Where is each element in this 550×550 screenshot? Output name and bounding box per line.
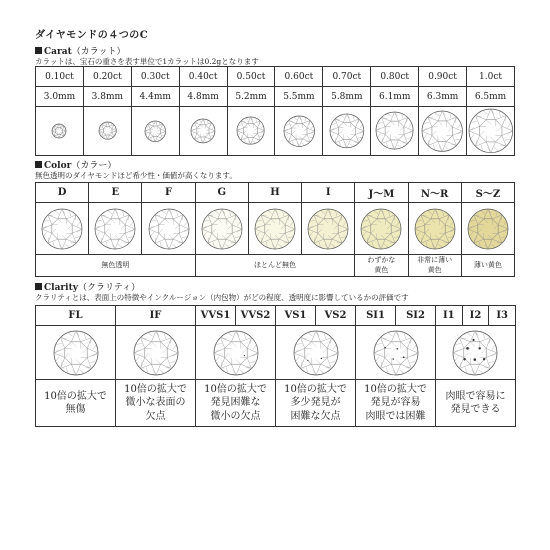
clarity-grade-cell: I3 — [489, 306, 516, 326]
carat-diameter-cell: 5.2mm — [227, 87, 275, 107]
clarity-grade-cell: VS1 — [276, 306, 316, 326]
color-diagram-cell — [408, 203, 461, 255]
clarity-caption: 10倍の拡大で 微小な表面の 欠点 — [116, 380, 196, 427]
color-diagram-cell — [142, 203, 195, 255]
diamond-diagram-icon — [372, 329, 420, 377]
square-bullet-icon — [35, 47, 42, 54]
diamond-diagram-icon — [52, 329, 100, 377]
clarity-grade-cell: SI2 — [396, 306, 436, 326]
clarity-grade-cell: FL — [36, 306, 116, 326]
clarity-diagram-row — [36, 326, 516, 380]
clarity-grade-cell: IF — [116, 306, 196, 326]
carat-weight-cell: 0.20ct — [83, 67, 131, 87]
color-diagram-cell — [36, 203, 89, 255]
diamond-diagram-icon — [212, 329, 260, 377]
color-grade-cell: F — [142, 183, 195, 203]
color-diagram-row — [36, 203, 515, 255]
diamond-diagram-icon — [93, 207, 137, 251]
carat-diagram-cell — [83, 107, 131, 156]
color-grade-cell: J～M — [355, 183, 408, 203]
carat-diagram-cell — [227, 107, 275, 156]
carat-diameter-cell: 4.8mm — [179, 87, 227, 107]
carat-weight-cell: 0.30ct — [131, 67, 179, 87]
color-grade-cell: D — [36, 183, 89, 203]
color-diagram-cell — [195, 203, 248, 255]
diamond-diagram-icon — [420, 109, 464, 153]
carat-diameter-cell: 4.4mm — [131, 87, 179, 107]
diamond-diagram-icon — [413, 207, 457, 251]
carat-diameter-cell: 6.1mm — [371, 87, 419, 107]
diamond-diagram-icon — [143, 119, 168, 144]
diamond-diagram-icon — [328, 112, 366, 150]
diamond-diagram-icon — [253, 207, 297, 251]
clarity-grade-cell: I2 — [462, 306, 489, 326]
color-diagram-cell — [355, 203, 408, 255]
carat-description: カラットは、宝石の重さを表す単位で1カラットは0.2gとなります — [35, 57, 259, 66]
diamond-diagram-icon — [466, 207, 510, 251]
clarity-diagram-cell — [356, 326, 436, 380]
clarity-grade-cell: VS2 — [316, 306, 356, 326]
square-bullet-icon — [35, 283, 42, 290]
color-caption: 薄い黄色 — [461, 255, 514, 277]
carat-diameter-cell: 3.0mm — [36, 87, 84, 107]
clarity-table — [35, 305, 516, 427]
clarity-grade-row — [36, 306, 516, 326]
carat-weight-row — [36, 67, 515, 87]
color-caption: 非常に薄い 黄色 — [408, 255, 461, 277]
clarity-grade-cell: VVS1 — [196, 306, 236, 326]
carat-weight-cell: 0.70ct — [323, 67, 371, 87]
diamond-diagram-icon — [147, 207, 191, 251]
color-description: 無色透明のダイヤモンドほど希少性・価値が高くなります。 — [35, 171, 237, 180]
clarity-heading: Clarity（クラリティ） — [35, 280, 140, 293]
diamond-diagram-icon — [467, 107, 515, 155]
clarity-grade-cell: I1 — [436, 306, 463, 326]
color-caption: ほとんど無色 — [195, 255, 355, 277]
color-grade-cell: H — [248, 183, 301, 203]
diamond-diagram-icon — [40, 207, 84, 251]
carat-diagram-cell — [36, 107, 84, 156]
carat-diagram-cell — [323, 107, 371, 156]
carat-diameter-cell: 3.8mm — [83, 87, 131, 107]
carat-weight-cell: 0.10ct — [36, 67, 84, 87]
diamond-diagram-icon — [189, 117, 217, 145]
color-diagram-cell — [461, 203, 514, 255]
color-grade-cell: S～Z — [461, 183, 514, 203]
carat-weight-cell: 0.50ct — [227, 67, 275, 87]
color-table — [35, 182, 515, 277]
clarity-diagram-cell — [436, 326, 516, 380]
carat-weight-cell: 0.80ct — [371, 67, 419, 87]
clarity-caption: 10倍の拡大で 発見困難な 微小の欠点 — [196, 380, 276, 427]
carat-diagram-cell — [179, 107, 227, 156]
color-grade-cell: G — [195, 183, 248, 203]
clarity-caption-row — [36, 380, 516, 427]
diamond-diagram-icon — [97, 120, 118, 141]
color-diagram-cell — [89, 203, 142, 255]
diamond-diagram-icon — [235, 115, 266, 146]
carat-weight-cell: 0.90ct — [419, 67, 467, 87]
clarity-diagram-cell — [196, 326, 276, 380]
clarity-caption: 10倍の拡大で 多少発見が 困難な欠点 — [276, 380, 356, 427]
color-caption: 無色透明 — [36, 255, 196, 277]
page-title: ダイヤモンドの４つのC — [35, 30, 149, 41]
diamond-diagram-icon — [451, 329, 499, 377]
carat-table — [35, 66, 515, 156]
color-grade-cell: E — [89, 183, 142, 203]
clarity-description: クラリティとは、表面上の特徴やインクルージョン（内包物）がどの程度、透明度に影響しているかの評価です — [35, 293, 409, 302]
carat-diagram-cell — [131, 107, 179, 156]
diamond-diagram-icon — [292, 329, 340, 377]
color-grade-cell: N～R — [408, 183, 461, 203]
carat-diagram-row — [36, 107, 515, 156]
carat-diagram-cell — [467, 107, 515, 156]
carat-weight-cell: 1.0ct — [467, 67, 515, 87]
diamond-diagram-icon — [50, 122, 68, 140]
clarity-grade-cell: VVS2 — [236, 306, 276, 326]
color-caption-row — [36, 255, 515, 277]
carat-weight-cell: 0.40ct — [179, 67, 227, 87]
square-bullet-icon — [35, 161, 42, 168]
carat-heading: Carat（カラット） — [35, 44, 126, 57]
diamond-diagram-icon — [374, 110, 415, 151]
diamond-diagram-icon — [306, 207, 350, 251]
carat-diameter-cell: 6.5mm — [467, 87, 515, 107]
color-heading: Color（カラー） — [35, 158, 116, 171]
carat-diameter-cell: 5.5mm — [275, 87, 323, 107]
diamond-diagram-icon — [282, 114, 317, 149]
clarity-caption: 肉眼で容易に 発見できる — [436, 380, 516, 427]
clarity-grade-cell: SI1 — [356, 306, 396, 326]
clarity-diagram-cell — [36, 326, 116, 380]
carat-diameter-cell: 6.3mm — [419, 87, 467, 107]
clarity-diagram-cell — [276, 326, 356, 380]
diamond-diagram-icon — [359, 207, 403, 251]
color-caption: わずかな 黄色 — [355, 255, 408, 277]
color-diagram-cell — [302, 203, 355, 255]
carat-diagram-cell — [419, 107, 467, 156]
carat-weight-cell: 0.60ct — [275, 67, 323, 87]
clarity-caption: 10倍の拡大で 無傷 — [36, 380, 116, 427]
carat-diagram-cell — [275, 107, 323, 156]
carat-diameter-cell: 5.8mm — [323, 87, 371, 107]
clarity-caption: 10倍の拡大で 発見が容易 肉眼では困難 — [356, 380, 436, 427]
diamond-diagram-icon — [200, 207, 244, 251]
color-diagram-cell — [248, 203, 301, 255]
clarity-diagram-cell — [116, 326, 196, 380]
carat-diagram-cell — [371, 107, 419, 156]
carat-diameter-row — [36, 87, 515, 107]
color-grade-row — [36, 183, 515, 203]
color-grade-cell: I — [302, 183, 355, 203]
diamond-diagram-icon — [132, 329, 180, 377]
